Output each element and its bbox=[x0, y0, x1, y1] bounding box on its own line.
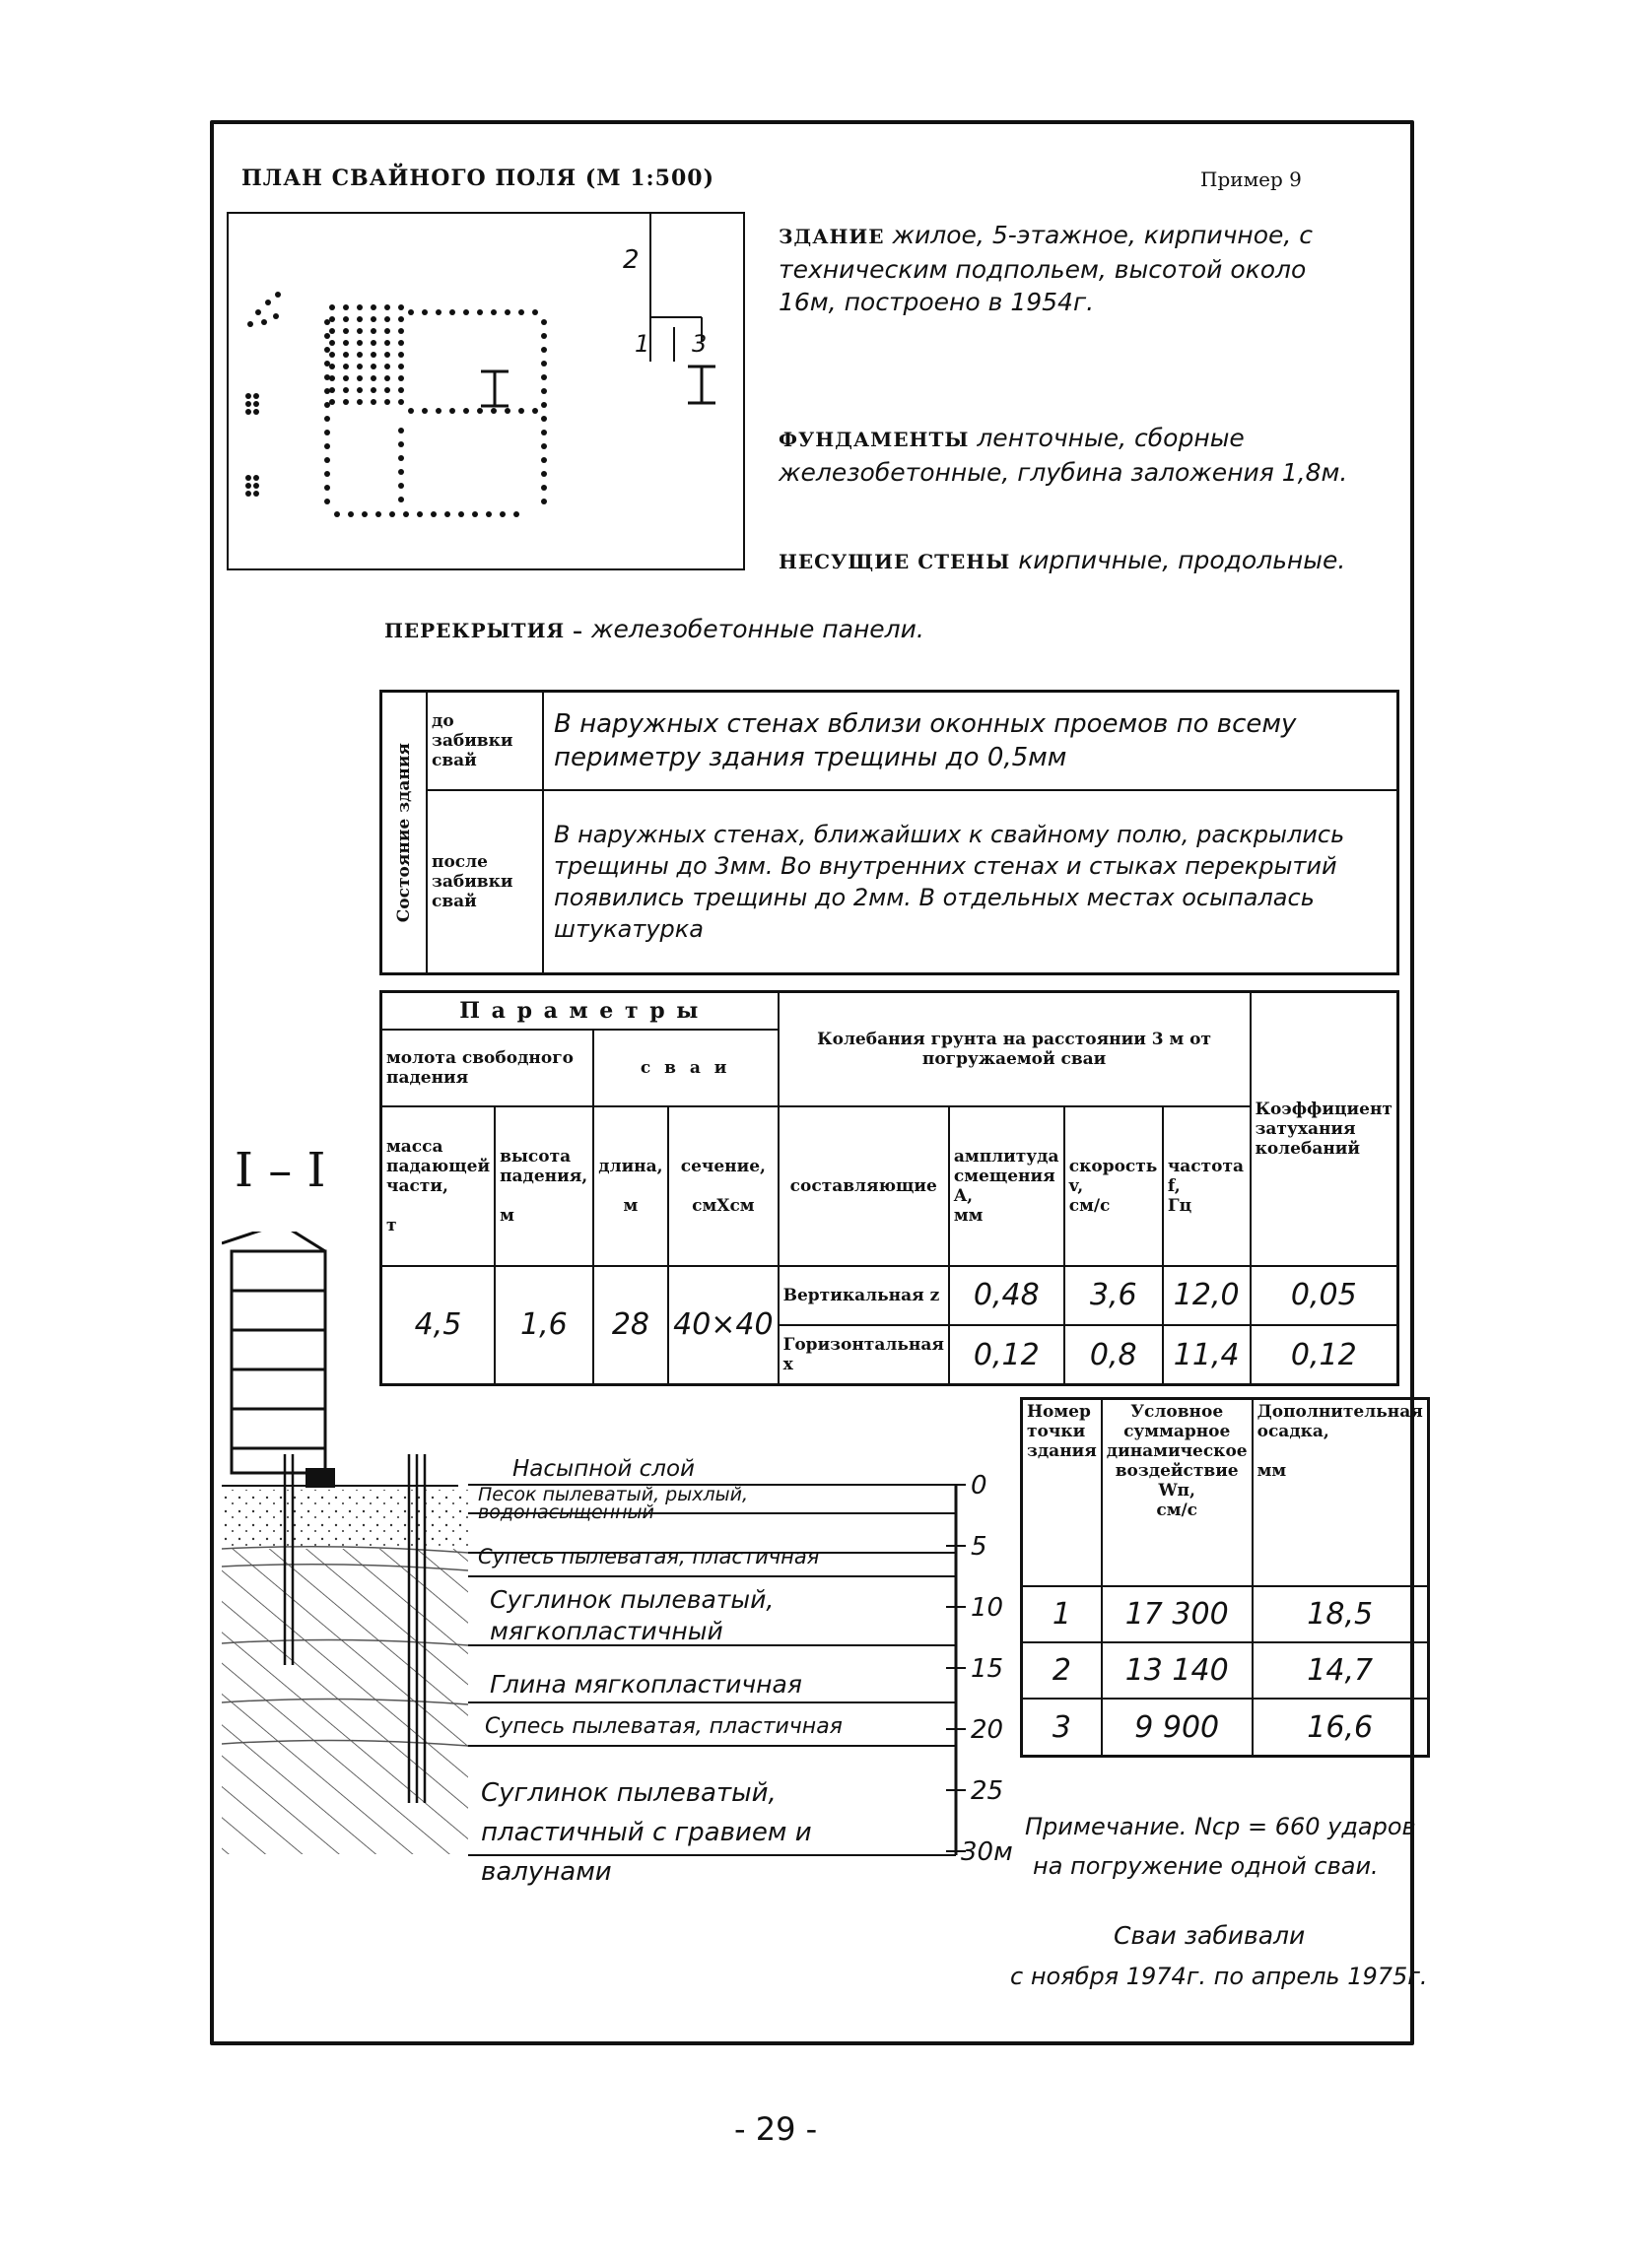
driving-line-1: Сваи забивали bbox=[1114, 1921, 1306, 1950]
freq-vertical: 12,0 bbox=[1163, 1266, 1251, 1325]
impact-2: 13 140 bbox=[1102, 1642, 1253, 1699]
note-line-1: Примечание. Nср = 660 ударов bbox=[1025, 1813, 1416, 1840]
soil-layer-7: Суглинок пылеватый, пластичный с гравием и валунами bbox=[481, 1778, 812, 1887]
col-settle: Дополнительная осадка, мм bbox=[1253, 1399, 1429, 1586]
result-table bbox=[1020, 1397, 1430, 1758]
col-velocity: скорость v, см/с bbox=[1064, 1106, 1163, 1265]
example-label: Пример 9 bbox=[1200, 167, 1302, 191]
col-length: длина, м bbox=[593, 1106, 668, 1265]
col-component: составляющие bbox=[779, 1106, 949, 1265]
foundation-head: ФУНДАМЕНТЫ bbox=[779, 428, 970, 451]
condition-side-label: Состояние здания bbox=[394, 742, 414, 923]
note-line-2: на погружение одной сваи. bbox=[1033, 1852, 1379, 1880]
axis-3-label: 3 bbox=[692, 330, 708, 358]
pile-field-plan bbox=[227, 212, 745, 570]
mass-value: 4,5 bbox=[381, 1266, 496, 1385]
foundation-text: ленточные, сборные железобетонные, глубина заложения 1,8м. bbox=[779, 424, 1348, 487]
depth-5: 5 bbox=[971, 1532, 987, 1562]
result-row bbox=[1022, 1699, 1429, 1756]
length-value: 28 bbox=[593, 1266, 668, 1385]
component-vertical: Вертикальная z bbox=[779, 1266, 949, 1325]
soil-layer-3: Супесь пылеватая, пластичная bbox=[478, 1545, 820, 1568]
floors-text: железобетонные панели. bbox=[591, 615, 924, 643]
page-number: - 29 - bbox=[734, 2110, 818, 2148]
depth-15: 15 bbox=[971, 1654, 1004, 1684]
damping-horizontal: 0,12 bbox=[1251, 1325, 1398, 1384]
col-impact: Условное суммарное динамическое воздействие Wп, см/с bbox=[1102, 1399, 1253, 1586]
velocity-vertical: 3,6 bbox=[1064, 1266, 1163, 1325]
depth-25: 25 bbox=[971, 1776, 1004, 1806]
vibration-head: Колебания грунта на расстоянии 3 м от погружаемой сваи bbox=[779, 992, 1251, 1107]
impact-3: 9 900 bbox=[1102, 1699, 1253, 1756]
settle-2: 14,7 bbox=[1253, 1642, 1429, 1699]
col-mass: масса падающей части, т bbox=[381, 1106, 496, 1265]
foundation-description bbox=[779, 422, 1370, 489]
soil-layer-4: Суглинок пылеватый, мягкопластичный bbox=[490, 1585, 775, 1645]
component-horizontal: Горизонтальная x bbox=[779, 1325, 949, 1384]
building-head: ЗДАНИЕ bbox=[779, 225, 885, 248]
after-text: В наружных стенах, ближайших к свайному полю, раскрылись трещины до 3мм. Во внутренних стенах и стыках перекрытий появились трещины до 2мм. В отдельных местах осыпалась штукатурка bbox=[543, 790, 1398, 974]
amplitude-horizontal: 0,12 bbox=[949, 1325, 1064, 1384]
col-amplitude: амплитуда смещения A, мм bbox=[949, 1106, 1064, 1265]
condition-table bbox=[379, 690, 1399, 975]
depth-30: 30м bbox=[961, 1837, 1013, 1867]
col-section: сечение, смХсм bbox=[668, 1106, 778, 1265]
driving-line-2: с ноября 1974г. по апрель 1975г. bbox=[1010, 1963, 1428, 1990]
walls-head: НЕСУЩИЕ СТЕНЫ bbox=[779, 550, 1011, 573]
condition-side-cell bbox=[381, 692, 428, 974]
walls-description bbox=[779, 544, 1370, 578]
height-value: 1,6 bbox=[495, 1266, 593, 1385]
result-row bbox=[1022, 1642, 1429, 1699]
settle-1: 18,5 bbox=[1253, 1586, 1429, 1642]
plan-title: ПЛАН СВАЙНОГО ПОЛЯ (М 1:500) bbox=[241, 166, 714, 191]
axis-1-label: 1 bbox=[635, 330, 650, 358]
col-height: высота падения, м bbox=[495, 1106, 593, 1265]
point-3: 3 bbox=[1022, 1699, 1102, 1756]
depth-0: 0 bbox=[971, 1471, 987, 1501]
after-label: после забивки свай bbox=[427, 790, 543, 974]
velocity-horizontal: 0,8 bbox=[1064, 1325, 1163, 1384]
soil-layer-2: Песок пылеватый, рыхлый, водонасыщенный bbox=[478, 1484, 748, 1523]
section-title: I – I bbox=[235, 1143, 326, 1198]
point-2: 2 bbox=[1022, 1642, 1102, 1699]
impact-1: 17 300 bbox=[1102, 1586, 1253, 1642]
axis-2-label: 2 bbox=[623, 245, 640, 275]
walls-text: кирпичные, продольные. bbox=[1018, 546, 1346, 574]
floors-head: ПЕРЕКРЫТИЯ – bbox=[384, 619, 584, 642]
damping-vertical: 0,05 bbox=[1251, 1266, 1398, 1325]
floors-description bbox=[384, 615, 1271, 643]
building-description bbox=[779, 219, 1370, 318]
settle-3: 16,6 bbox=[1253, 1699, 1429, 1756]
point-1: 1 bbox=[1022, 1586, 1102, 1642]
depth-20: 20 bbox=[971, 1715, 1004, 1745]
soil-layer-1: Насыпной слой bbox=[512, 1456, 695, 1482]
before-label: до забивки свай bbox=[427, 692, 543, 790]
pile-head: с в а и bbox=[593, 1030, 779, 1107]
before-text: В наружных стенах вблизи оконных проемов по всему периметру здания трещины до 0,5мм bbox=[543, 692, 1398, 790]
section-value: 40×40 bbox=[668, 1266, 778, 1385]
amplitude-vertical: 0,48 bbox=[949, 1266, 1064, 1325]
pile-field-drawing bbox=[229, 214, 743, 568]
soil-layer-6: Супесь пылеватая, пластичная bbox=[485, 1714, 843, 1739]
hammer-head: молота свободного падения bbox=[381, 1030, 593, 1107]
params-head: П а р а м е т р ы bbox=[381, 992, 779, 1030]
soil-layer-5: Глина мягкопластичная bbox=[490, 1670, 802, 1699]
building-text: жилое, 5-этажное, кирпичное, с техническим подпольем, высотой около 16м, построено в 1954г. bbox=[779, 221, 1314, 316]
freq-horizontal: 11,4 bbox=[1163, 1325, 1251, 1384]
depth-10: 10 bbox=[971, 1593, 1004, 1623]
col-freq: частота f, Гц bbox=[1163, 1106, 1251, 1265]
result-row bbox=[1022, 1586, 1429, 1642]
col-point: Номер точки здания bbox=[1022, 1399, 1102, 1586]
damping-head: Коэффициент затухания колебаний bbox=[1251, 992, 1398, 1266]
